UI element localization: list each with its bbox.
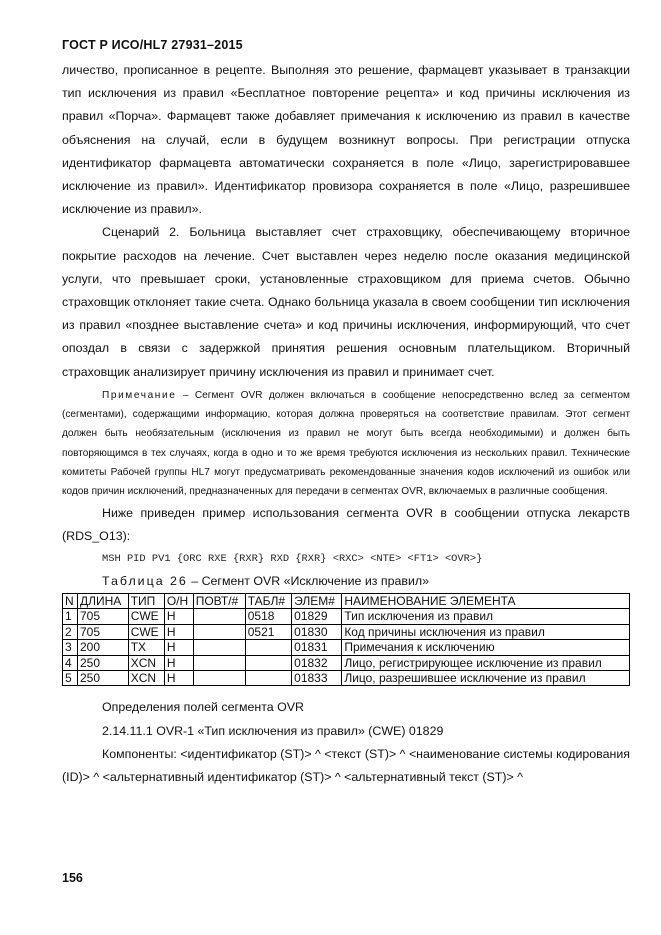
table-cell: 01830	[292, 624, 342, 639]
note-text: – Сегмент OVR должен включаться в сообщение непосредственно вслед за сегментом (сегментами), содержащими информацию, которая должна проверяться на соответствие правилам. Этот сегмент должен быть необязательным (исключения из правил не могут быть всегда необходимыми) и должен быть повторяющимся в тех случаях, когда в одно и то же время требуются исключения из нескольких правил. Технические комитеты Рабочей группы HL7 могут предусматривать рекомендованные значения кодов исключений из ошибок или кодов причин исключений, предназначенных для передачи в сегментах OVR, включаемых в различные сообщения.	[62, 389, 630, 498]
table-cell: 1	[63, 609, 78, 624]
document-page	[62, 38, 630, 789]
table-cell: 705	[77, 609, 128, 624]
table-cell	[193, 655, 245, 670]
table-cell: 0518	[245, 609, 291, 624]
table-cell	[193, 624, 245, 639]
table-cell: Н	[164, 655, 193, 670]
definitions-heading: Определения полей сегмента OVR	[102, 700, 304, 715]
table-cell	[245, 640, 291, 655]
col-header: О/Н	[164, 594, 193, 609]
table-cell: 0521	[245, 624, 291, 639]
table-cell	[245, 655, 291, 670]
col-header: ДЛИНА	[77, 594, 128, 609]
table-cell: 5	[63, 671, 78, 686]
message-structure-code: MSH PID PV1 {ORC RXE {RXR} RXD {RXR} <RXC> <NTE> <FT1> <OVR>}	[102, 553, 483, 566]
table-cell: 01832	[292, 655, 342, 670]
table-cell: Лицо, разрешившее исключение из правил	[342, 671, 630, 686]
table-cell: 2	[63, 624, 78, 639]
table-cell: Примечания к исключению	[342, 640, 630, 655]
table-cell: 01831	[292, 640, 342, 655]
note-label: Примечание	[102, 389, 177, 401]
paragraph-scenario-1-end: личество, прописанное в рецепте. Выполняя это решение, фармацевт указывает в транзакции тип исключения из правил «Бесплатное повторение рецепта» и код причины исключения из правил «Порча». Фармацевт также добавляет примечания к исключению из правил в качестве объяснения на случай, если в будущем возникнут вопросы. При регистрации отпуска идентификатор фармацевта автоматически сохраняется в поле «Лицо, зарегистрировавшее исключение из правил». Идентификатор провизора сохраняется в поле «Лицо, разрешившее исключение из правил».	[62, 63, 630, 217]
table-cell: 705	[77, 624, 128, 639]
col-header: НАИМЕНОВАНИЕ ЭЛЕМЕНТА	[342, 594, 630, 609]
table-cell: CWE	[128, 624, 164, 639]
table-cell: Н	[164, 640, 193, 655]
table-cell: CWE	[128, 609, 164, 624]
col-header: ТИП	[128, 594, 164, 609]
col-header: ТАБЛ#	[245, 594, 291, 609]
table-cell: 200	[77, 640, 128, 655]
table-cell	[193, 609, 245, 624]
table-cell: TX	[128, 640, 164, 655]
table-cell: XCN	[128, 655, 164, 670]
table-cell: XCN	[128, 671, 164, 686]
table-header-row	[63, 594, 630, 609]
example-intro: Ниже приведен пример использования сегмента OVR в сообщении отпуска лекарств (RDS_O13):	[62, 505, 630, 543]
table-row	[63, 655, 630, 670]
table-cell: 01829	[292, 609, 342, 624]
col-header: N	[63, 594, 78, 609]
table-row	[63, 609, 630, 624]
table-cell: 3	[63, 640, 78, 655]
table-cell: Тип исключения из правил	[342, 609, 630, 624]
table-cell	[193, 671, 245, 686]
col-header: ЭЛЕМ#	[292, 594, 342, 609]
table-cell: Н	[164, 624, 193, 639]
table-cell: Код причины исключения из правил	[342, 624, 630, 639]
table-caption-text: – Сегмент OVR «Исключение из правил»	[187, 574, 430, 589]
table-row	[63, 640, 630, 655]
table-cell: Н	[164, 671, 193, 686]
table-row	[63, 624, 630, 639]
table-cell: 250	[77, 671, 128, 686]
table-cell: 01833	[292, 671, 342, 686]
table-row	[63, 671, 630, 686]
table-caption-label: Таблица 26	[102, 574, 188, 589]
paragraph-scenario-2: Сценарий 2. Больница выставляет счет страховщику, обеспечивающему вторичное покрытие расходов на лечение. Счет выставлен через неделю после оказания медицинской услуги, что превышает сроки, установленные страховщиком для приема счетов. Обычно страховщик отклоняет такие счета. Однако больница указала в своем сообщении тип исключения из правил «позднее выставление счета» и код причины исключения, информирующий, что счет опоздал в связи с задержкой принятия решения основным плательщиком. Вторичный страховщик анализирует причину исключения из правил и принимает счет.	[62, 225, 630, 379]
table-cell	[245, 671, 291, 686]
table-cell: Н	[164, 609, 193, 624]
table-cell: 4	[63, 655, 78, 670]
page-number: 156	[62, 871, 83, 885]
components-paragraph: Компоненты: <идентификатор (ST)> ^ <текст (ST)> ^ <наименование системы кодирования (ID)> ^ <альтернативный идентификатор (ST)> ^ <альтернативный текст (ST)> ^	[62, 746, 630, 785]
field-definition-title: 2.14.11.1 OVR-1 «Тип исключения из правил» (CWE) 01829	[102, 723, 444, 738]
document-header: ГОСТ Р ИСО/HL7 27931–2015	[62, 38, 243, 52]
table-cell	[193, 640, 245, 655]
table-cell: 250	[77, 655, 128, 670]
table-cell: Лицо, регистрирующее исключение из правил	[342, 655, 630, 670]
ovr-segment-table	[62, 593, 630, 686]
table-caption	[102, 570, 630, 592]
col-header: ПОВТ/#	[193, 594, 245, 609]
note-block	[62, 386, 630, 502]
